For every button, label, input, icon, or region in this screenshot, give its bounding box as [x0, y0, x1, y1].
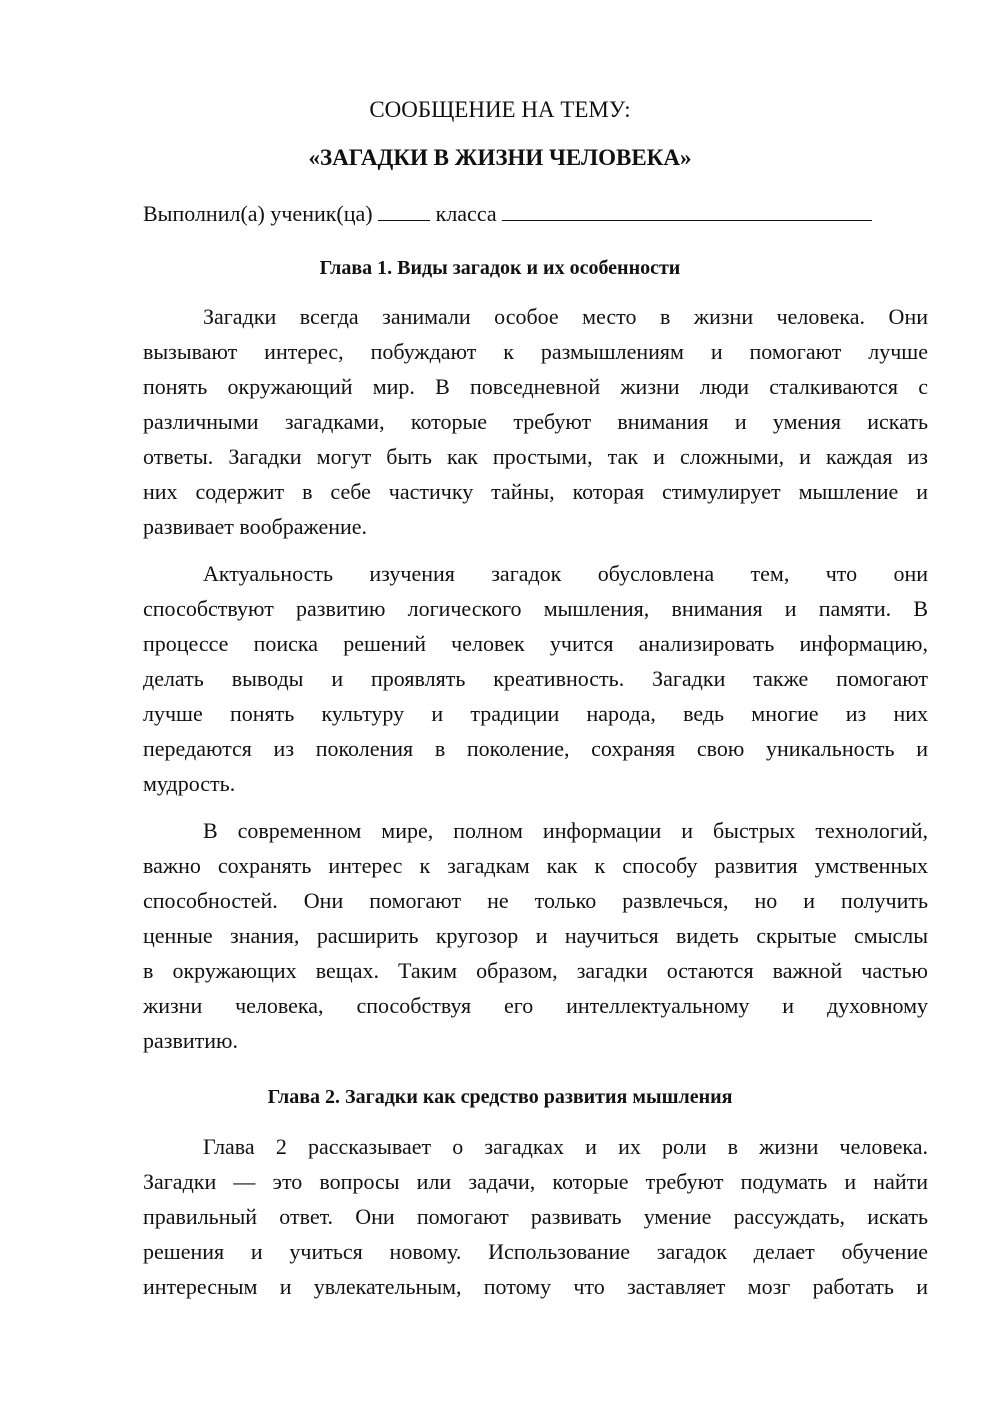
paragraph-line: вызывают интерес, побуждают к размышлениям и помогают лучше	[143, 339, 928, 364]
class-number-blank	[378, 200, 430, 221]
paragraph-line: способностей. Они помогают не только развлечься, но и получить	[143, 888, 928, 913]
class-name-blank	[502, 200, 872, 221]
document-title-line2: «ЗАГАДКИ В ЖИЗНИ ЧЕЛОВЕКА»	[308, 145, 692, 170]
paragraph-line: Загадки — это вопросы или задачи, которые требуют подумать и найти	[143, 1169, 928, 1194]
byline	[143, 200, 928, 225]
paragraph-line: развитию.	[143, 1028, 238, 1053]
paragraph-line: лучше понять культуру и традиции народа, ведь многие из них	[143, 701, 928, 726]
document-title-line1: СООБЩЕНИЕ НА ТЕМУ:	[369, 97, 631, 122]
paragraph-line: важно сохранять интерес к загадкам как к способу развития умственных	[143, 853, 928, 878]
paragraph-line: Глава 2 рассказывает о загадках и их роли в жизни человека.	[203, 1134, 928, 1159]
paragraph-line: В современном мире, полном информации и быстрых технологий,	[203, 818, 928, 843]
paragraph-line: них содержит в себе частичку тайны, которая стимулирует мышление и	[143, 479, 928, 504]
paragraph-line: развивает воображение.	[143, 514, 368, 539]
chapter2-heading: Глава 2. Загадки как средство развития мышления	[267, 1086, 733, 1108]
paragraph-line: ответы. Загадки могут быть как простыми, так и сложными, и каждая из	[143, 444, 928, 469]
paragraph-line: способствуют развитию логического мышления, внимания и памяти. В	[143, 596, 928, 621]
chapter1-heading: Глава 1. Виды загадок и их особенности	[319, 257, 681, 279]
paragraph-line: Актуальность изучения загадок обусловлена тем, что они	[203, 561, 928, 586]
paragraph-line: процессе поиска решений человек учится анализировать информацию,	[143, 631, 928, 656]
paragraph-line: решения и учиться новому. Использование загадок делает обучение	[143, 1239, 928, 1264]
paragraph-line: правильный ответ. Они помогают развивать умение рассуждать, искать	[143, 1204, 928, 1229]
paragraph-line: интересным и увлекательным, потому что заставляет мозг работать и	[143, 1274, 928, 1299]
paragraph-line: жизни человека, способствуя его интеллектуальному и духовному	[143, 993, 928, 1018]
paragraph-line: различными загадками, которые требуют внимания и умения искать	[143, 409, 928, 434]
byline-student-label: Выполнил(а) ученик(ца)	[143, 201, 373, 226]
paragraph-line: в окружающих вещах. Таким образом, загадки остаются важной частью	[143, 958, 928, 983]
paragraph-line: ценные знания, расширить кругозор и научиться видеть скрытые смыслы	[143, 923, 928, 948]
paragraph-line: понять окружающий мир. В повседневной жизни люди сталкиваются с	[143, 374, 928, 399]
paragraph-line: Загадки всегда занимали особое место в жизни человека. Они	[203, 304, 928, 329]
byline-class-label: класса	[435, 201, 497, 226]
paragraph-line: передаются из поколения в поколение, сохраняя свою уникальность и	[143, 736, 928, 761]
paragraph-line: делать выводы и проявлять креативность. Загадки также помогают	[143, 666, 928, 691]
paragraph-line: мудрость.	[143, 771, 236, 796]
